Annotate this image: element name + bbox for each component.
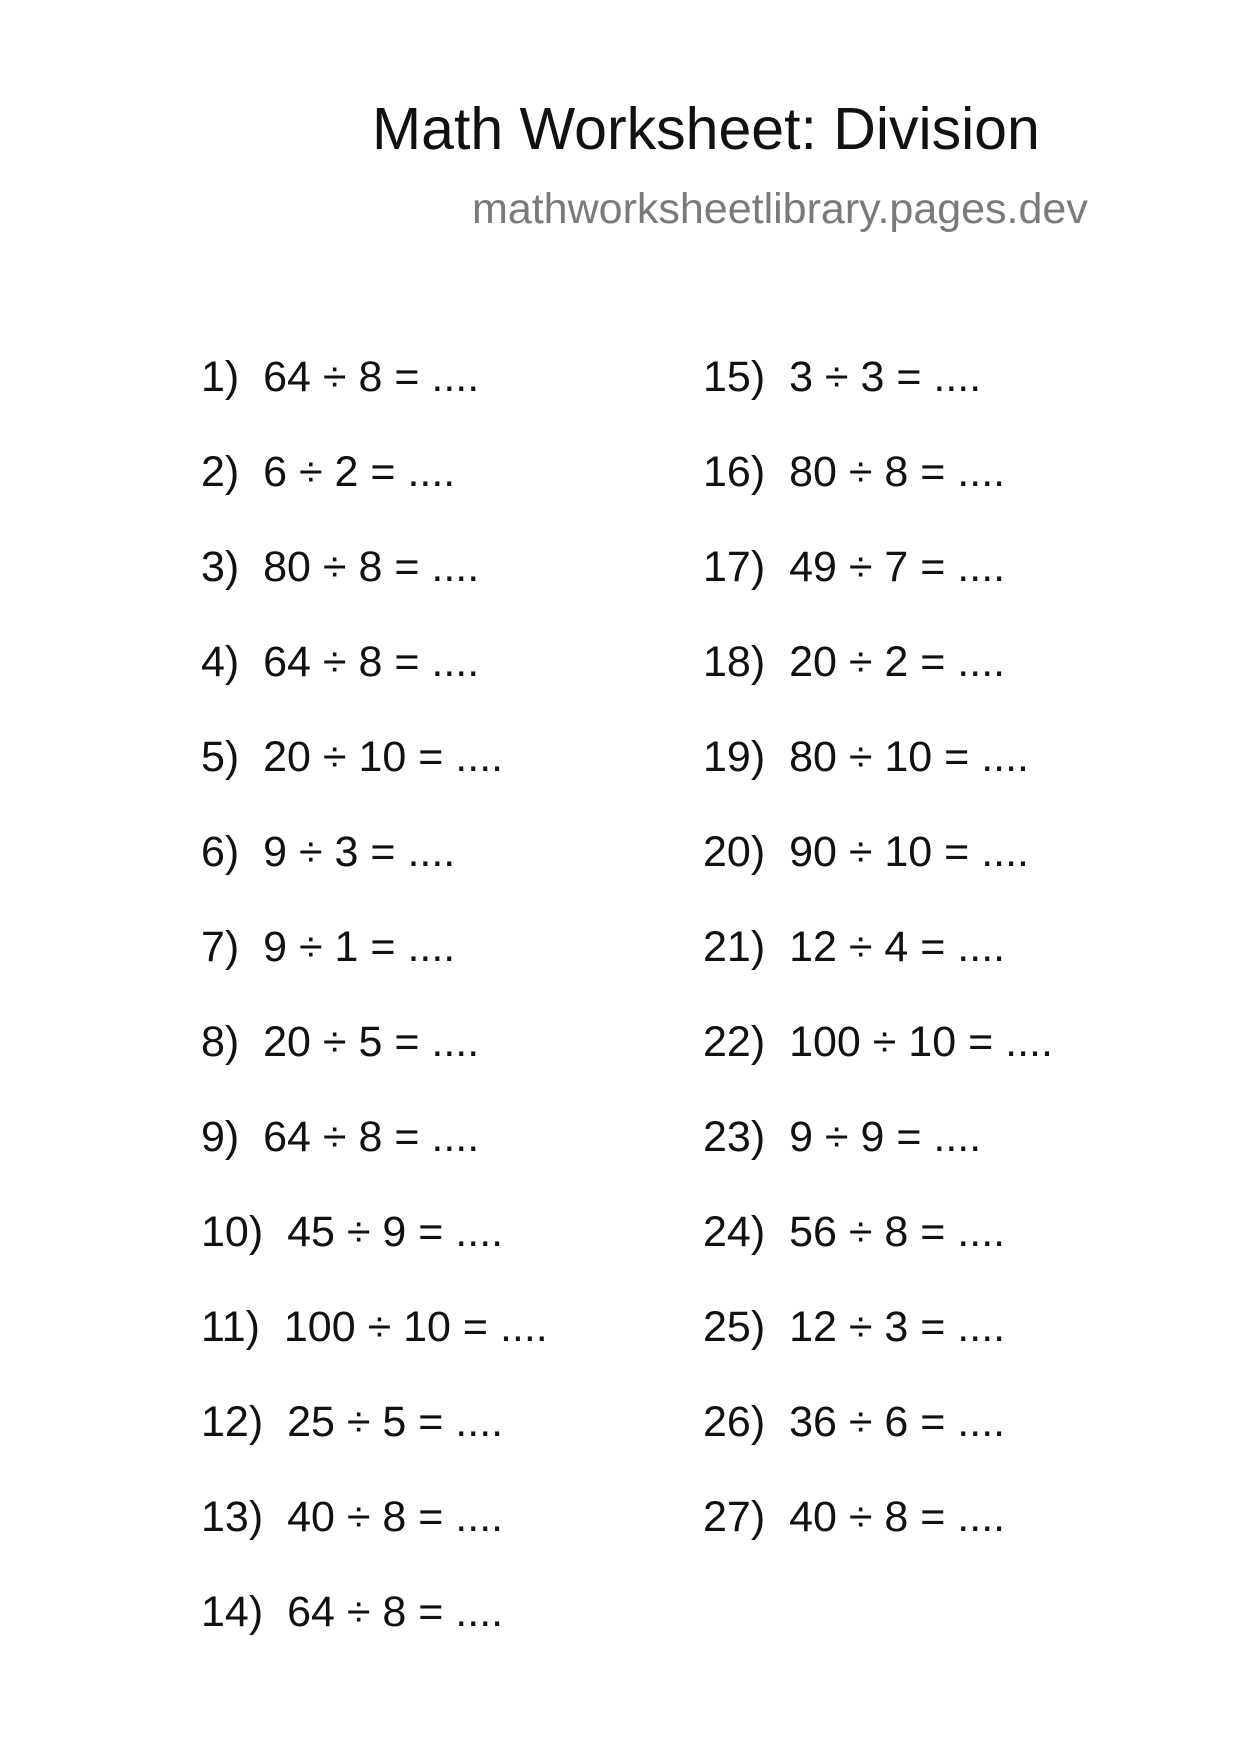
problem-item xyxy=(703,923,1053,1018)
problem-number: 12) xyxy=(201,1398,264,1446)
problem-expression: 90 ÷ 10 = .... xyxy=(789,828,1030,876)
problem-number: 21) xyxy=(703,923,766,971)
problem-expression: 64 ÷ 8 = .... xyxy=(263,353,480,401)
problem-item xyxy=(201,1208,548,1303)
problem-expression: 25 ÷ 5 = .... xyxy=(287,1398,504,1446)
problem-expression: 36 ÷ 6 = .... xyxy=(789,1398,1006,1446)
problem-expression: 12 ÷ 4 = .... xyxy=(789,923,1006,971)
problem-expression: 9 ÷ 9 = .... xyxy=(789,1113,982,1161)
problem-number: 7) xyxy=(201,923,240,971)
problem-expression: 3 ÷ 3 = .... xyxy=(789,353,982,401)
problem-column-left xyxy=(201,353,548,1683)
problem-number: 17) xyxy=(703,543,766,591)
problem-number: 16) xyxy=(703,448,766,496)
problem-number: 22) xyxy=(703,1018,766,1066)
problem-number: 11) xyxy=(201,1303,260,1351)
problem-column-right xyxy=(703,353,1053,1588)
problem-number: 24) xyxy=(703,1208,766,1256)
problem-item xyxy=(703,1113,1053,1208)
problem-item xyxy=(201,448,548,543)
problem-item xyxy=(703,828,1053,923)
problem-number: 5) xyxy=(201,733,240,781)
problem-number: 2) xyxy=(201,448,240,496)
problem-expression: 80 ÷ 8 = .... xyxy=(263,543,480,591)
problem-number: 8) xyxy=(201,1018,240,1066)
problem-number: 9) xyxy=(201,1113,240,1161)
problem-item xyxy=(703,733,1053,828)
problem-item xyxy=(703,1018,1053,1113)
problem-expression: 64 ÷ 8 = .... xyxy=(263,1113,480,1161)
problem-item xyxy=(703,1493,1053,1588)
problem-item xyxy=(201,1398,548,1493)
problem-expression: 12 ÷ 3 = .... xyxy=(789,1303,1006,1351)
problem-expression: 100 ÷ 10 = .... xyxy=(789,1018,1053,1066)
site-url: mathworksheetlibrary.pages.dev xyxy=(472,185,1088,233)
problem-item xyxy=(201,1588,548,1683)
problem-number: 23) xyxy=(703,1113,766,1161)
problem-expression: 45 ÷ 9 = .... xyxy=(287,1208,504,1256)
problem-item xyxy=(201,543,548,638)
problem-expression: 56 ÷ 8 = .... xyxy=(789,1208,1006,1256)
problem-number: 15) xyxy=(703,353,766,401)
problem-expression: 80 ÷ 8 = .... xyxy=(789,448,1006,496)
problem-expression: 100 ÷ 10 = .... xyxy=(283,1303,548,1351)
problem-number: 4) xyxy=(201,638,240,686)
problem-item xyxy=(703,1208,1053,1303)
problem-expression: 40 ÷ 8 = .... xyxy=(789,1493,1006,1541)
problem-item xyxy=(703,638,1053,733)
problem-item xyxy=(703,448,1053,543)
problem-expression: 20 ÷ 10 = .... xyxy=(263,733,504,781)
problem-item xyxy=(703,353,1053,448)
problem-number: 18) xyxy=(703,638,766,686)
problem-expression: 64 ÷ 8 = .... xyxy=(287,1588,504,1636)
problem-expression: 9 ÷ 1 = .... xyxy=(263,923,456,971)
problem-item xyxy=(201,923,548,1018)
problem-expression: 40 ÷ 8 = .... xyxy=(287,1493,504,1541)
problem-number: 25) xyxy=(703,1303,766,1351)
problem-item xyxy=(703,543,1053,638)
page-title: Math Worksheet: Division xyxy=(372,96,1040,162)
problem-number: 13) xyxy=(201,1493,264,1541)
problem-expression: 20 ÷ 5 = .... xyxy=(263,1018,480,1066)
problem-number: 10) xyxy=(201,1208,264,1256)
problem-number: 14) xyxy=(201,1588,264,1636)
problem-item xyxy=(201,1303,548,1398)
problem-number: 27) xyxy=(703,1493,766,1541)
problem-number: 20) xyxy=(703,828,766,876)
problem-expression: 80 ÷ 10 = .... xyxy=(789,733,1030,781)
problem-expression: 6 ÷ 2 = .... xyxy=(263,448,456,496)
problem-expression: 20 ÷ 2 = .... xyxy=(789,638,1006,686)
problem-item xyxy=(201,638,548,733)
problem-number: 6) xyxy=(201,828,240,876)
problem-item xyxy=(201,1113,548,1208)
problem-expression: 64 ÷ 8 = .... xyxy=(263,638,480,686)
problem-expression: 49 ÷ 7 = .... xyxy=(789,543,1006,591)
problem-expression: 9 ÷ 3 = .... xyxy=(263,828,456,876)
problem-item xyxy=(201,733,548,828)
problem-item xyxy=(703,1303,1053,1398)
problem-number: 1) xyxy=(201,353,240,401)
problem-number: 3) xyxy=(201,543,240,591)
problem-number: 19) xyxy=(703,733,766,781)
problem-number: 26) xyxy=(703,1398,766,1446)
problem-item xyxy=(201,828,548,923)
problem-item xyxy=(703,1398,1053,1493)
problem-item xyxy=(201,1018,548,1113)
problem-item xyxy=(201,353,548,448)
problem-item xyxy=(201,1493,548,1588)
